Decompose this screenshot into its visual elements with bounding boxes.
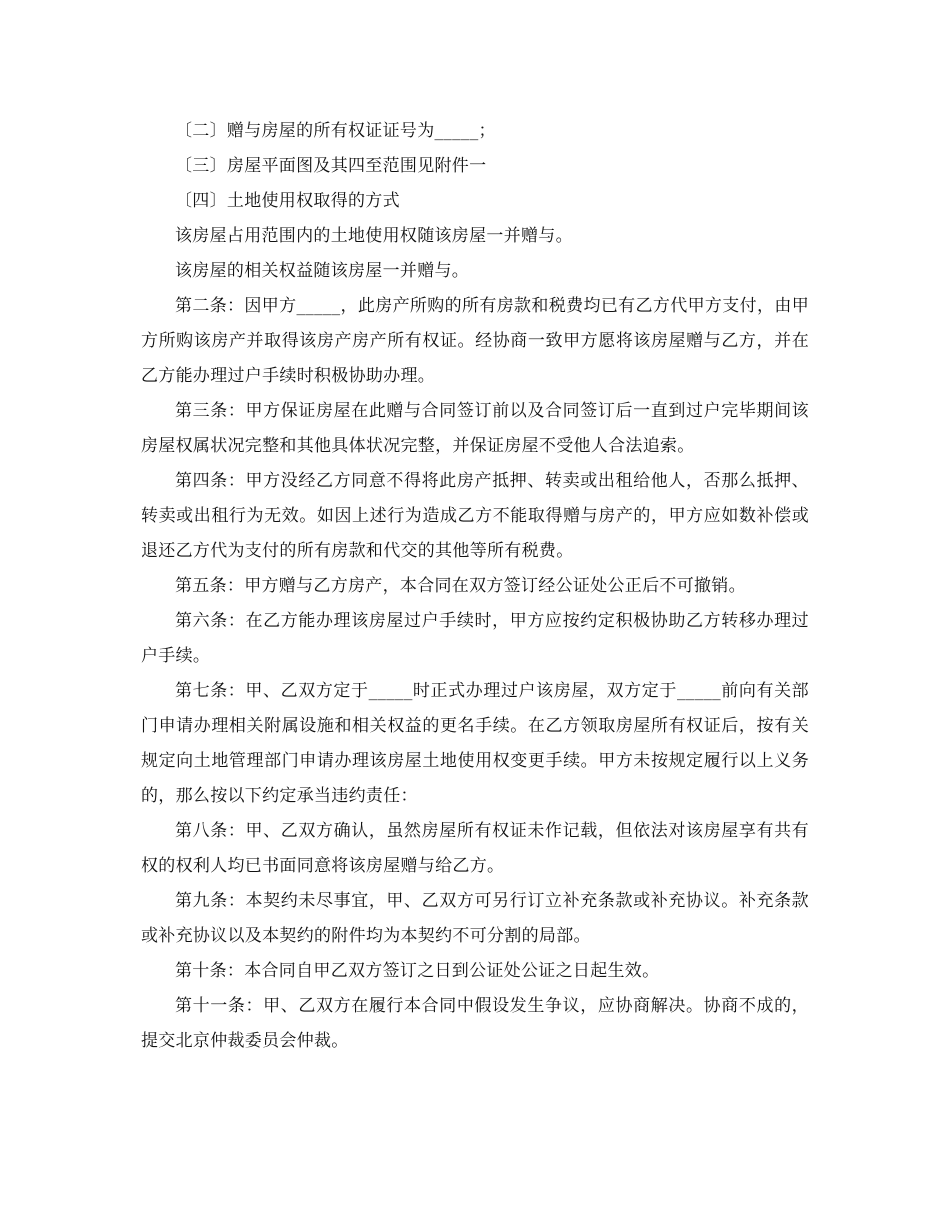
paragraph-article-7: 第七条：甲、乙双方定于_____时正式办理过户该房屋，双方定于_____前向有关部门申请办理相关附属设施和相关权益的更名手续。在乙方领取房屋所有权证后，按有关规定向土地管理部门申请办理该房屋土地使用权变更手续。甲方未按规定履行以上义务的，那么按以下约定承当违约责任： <box>141 681 809 806</box>
paragraph-article-3: 第三条：甲方保证房屋在此赠与合同签订前以及合同签订后一直到过户完毕期间该房屋权属状况完整和其他具体状况完整，并保证房屋不受他人合法追索。 <box>141 401 809 456</box>
paragraph-item-2-certificate-number: 〔二〕赠与房屋的所有权证证号为_____； <box>175 121 496 141</box>
paragraph-article-6: 第六条：在乙方能办理该房屋过户手续时，甲方应按约定积极协助乙方转移办理过户手续。 <box>141 611 809 666</box>
paragraph-land-use-right: 该房屋占用范围内的土地使用权随该房屋一并赠与。 <box>175 226 573 246</box>
paragraph-article-4: 第四条：甲方没经乙方同意不得将此房产抵押、转卖或出租给他人，否那么抵押、转卖或出租行为无效。如因上述行为造成乙方不能取得赠与房产的，甲方应如数补偿或退还乙方代为支付的所有房款和代交的其他等所有税费。 <box>141 471 809 561</box>
paragraph-article-8: 第八条：甲、乙双方确认，虽然房屋所有权证未作记载，但依法对该房屋享有共有权的权利人均已书面同意将该房屋赠与给乙方。 <box>141 821 809 876</box>
paragraph-item-3-floor-plan: 〔三〕房屋平面图及其四至范围见附件一 <box>175 156 487 176</box>
paragraph-item-4-land-use-method: 〔四〕土地使用权取得的方式 <box>175 191 400 211</box>
paragraph-article-11: 第十一条：甲、乙双方在履行本合同中假设发生争议，应协商解决。协商不成的，提交北京仲裁委员会仲裁。 <box>141 996 809 1051</box>
paragraph-related-rights: 该房屋的相关权益随该房屋一并赠与。 <box>175 261 470 281</box>
paragraph-article-10: 第十条：本合同自甲乙双方签订之日到公证处公证之日起生效。 <box>175 961 660 981</box>
document-body <box>141 114 809 1059</box>
paragraph-article-2: 第二条：因甲方_____，此房产所购的所有房款和税费均已有乙方代甲方支付，由甲方所购该房产并取得该房产房产所有权证。经协商一致甲方愿将该房屋赠与乙方，并在乙方能办理过户手续时积极协助办理。 <box>141 296 809 386</box>
paragraph-article-9: 第九条：本契约未尽事宜，甲、乙双方可另行订立补充条款或补充协议。补充条款或补充协议以及本契约的附件均为本契约不可分割的局部。 <box>141 891 809 946</box>
paragraph-article-5: 第五条：甲方赠与乙方房产，本合同在双方签订经公证处公正后不可撤销。 <box>175 576 746 596</box>
